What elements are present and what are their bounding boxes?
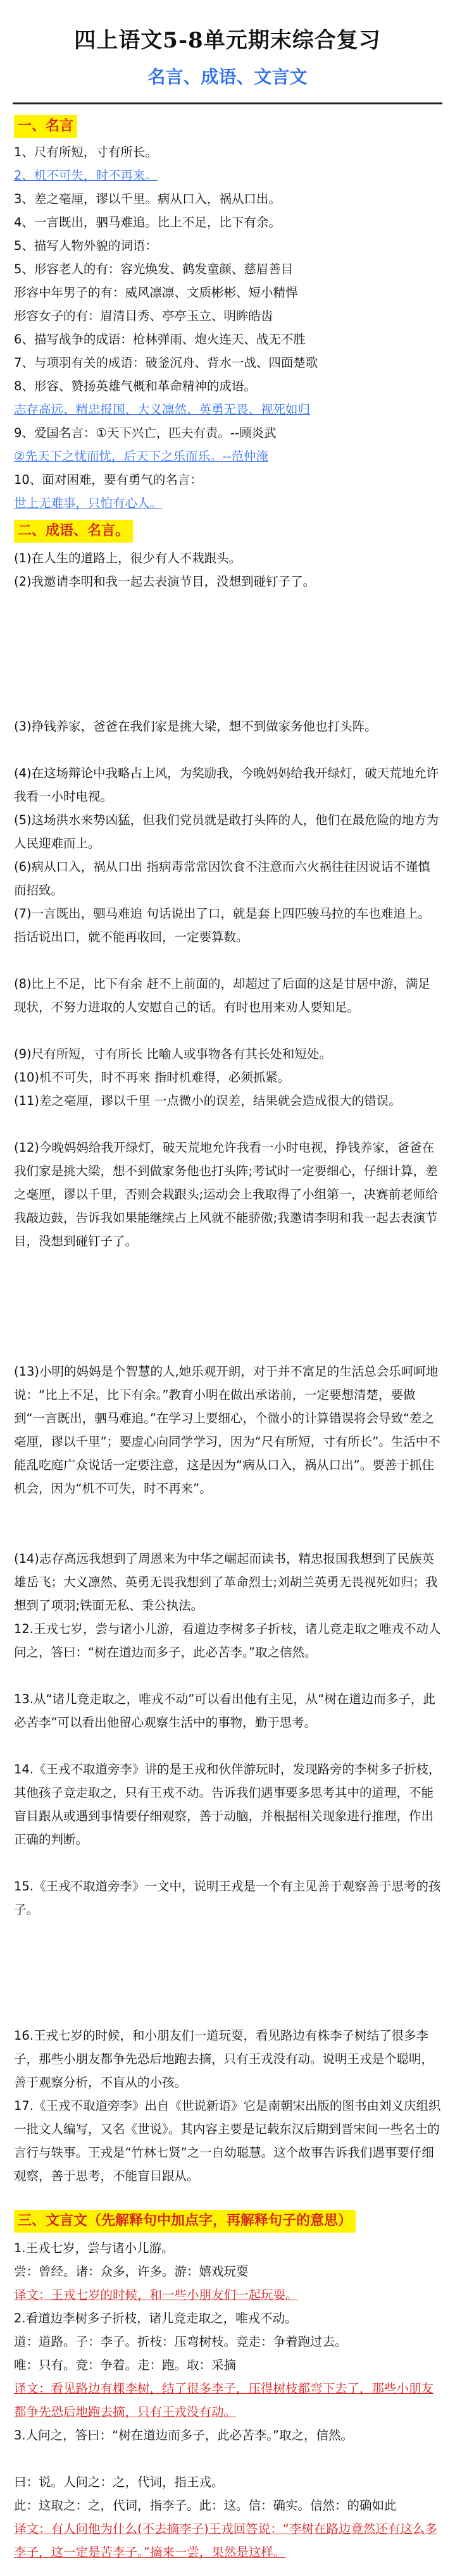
idiom-line: (11)差之毫厘，谬以千里 一点微小的误差，结果就会造成很大的错误。	[14, 1094, 401, 1108]
document-title: 四上语文5-8单元期末综合复习	[74, 28, 381, 53]
idiom-line: (13)小明的妈妈是个智慧的人,她乐观开朗，对于并不富足的生活总会乐呵呵地说：“比上不足，比下有余。”教育小明在做出承诺前，一定要想清楚，要做到“一言既出，驷马难追。”在学习上要细心，个微小的计算错误将会导致“差之毫厘，谬以千里”；要虚心向同学学习，因为“尺有所短，寸有所长”。生活中不能乱吃庭广众说话一定要注意，这是因为“病从口入，祸从口出”。要善于抓住机会，因为“机不可失，时不再来”。	[14, 1364, 440, 1496]
title-divider	[13, 102, 442, 104]
quote-line: 9、爱国名言：①天下兴亡，匹夫有责。--顾炎武	[14, 426, 277, 440]
classical-translation: 译文：看见路边有棵李树，结了很多李子，压得树枝都弯下去了，那些小朋友都争先恐后地跑去摘，只有王戎没有动。	[14, 2381, 434, 2419]
classical-line: 3.人问之，答曰：“树在道边而多子，此必苦李。”取之，信然。	[14, 2428, 354, 2443]
idiom-line: (3)挣钱养家，爸爸在我们家是挑大梁，想不到做家务他也打头阵。	[14, 719, 377, 734]
classical-translation: 译文：王戎七岁的时候，和一些小朋友们一起玩耍。	[14, 2288, 298, 2302]
classical-line: 1.王戎七岁，尝与诸小儿游。	[14, 2241, 174, 2255]
quote-line: 4、一言既出，驷马难追。比上不足，比下有余。	[14, 215, 281, 230]
classical-line: 12.王戎七岁，尝与诸小儿游，看道边李树多子折枝，诸儿竞走取之唯戎不动人问之，答曰：“树在道边而多子，此必苦李。”取之信然。	[14, 1622, 441, 1660]
quote-line: 10、面对困难，要有勇气的名言：	[14, 472, 203, 487]
idiom-line: (6)病从口入，祸从口出 指病毒常常因饮食不注意而六火祸往往因说话不谨慎而招致。	[14, 860, 430, 897]
idiom-line: (5)这场洪水来势凶猛，但我们党员就是敢打头阵的人，他们在最危险的地方为人民迎难而上。	[14, 813, 439, 851]
classical-line: 尝：曾经。诸：众多，许多。游：嬉戏玩耍	[14, 2264, 249, 2279]
idiom-line: (10)机不可失，时不再来 指时机难得，必须抓紧。	[14, 1070, 290, 1085]
classical-line: 15.《王戎不取道旁李》一文中，说明王戎是一个有主见善于观察善于思考的孩子。	[14, 1879, 441, 1917]
quote-line: 1、尺有所短，寸有所长。	[14, 145, 158, 159]
classical-line: 17.《王戎不取道旁李》出自《世说新语》它是南朝宋出版的图书由刘义庆组织一批文人编写，又名《世说》。其内容主要是记载东汉后期到晋宋间一些名士的言行与轶事。王戎是“竹林七贤”之一自幼聪慧。这个故事告诉我们遇事要仔细观察，善于思考，不能盲目跟从。	[14, 2098, 441, 2183]
idiom-line: (8)比上不足，比下有余 赶不上前面的，却超过了后面的这是甘居中游，满足现状，不努力进取的人安慰自己的话。有时也用来劝人要知足。	[14, 977, 430, 1014]
section-heading-classical: 三、文言文（先解释句中加点字，再解释句子的意思）	[14, 2210, 356, 2233]
classical-line: 13.从“诸儿竞走取之，唯戎不动”可以看出他有主见，从“树在道边而多子，此必苦李”可以看出他留心观察生活中的事物，勤于思考。	[14, 1692, 435, 1730]
classical-line: 此：这取之：之，代词，指李子。此：这。信：确实。信然：的确如此	[14, 2498, 397, 2513]
quote-line: 7、与项羽有关的成语：破釜沉舟、背水一战、四面楚歌	[14, 355, 318, 370]
idiom-line: (14)志存高远我想到了周恩来为中华之崛起而读书，精忠报国我想到了民族英雄岳飞；大义凛然、英勇无畏我想到了革命烈士;刘胡兰英勇无畏视死如归；我想到了项羽;铁面无私、秉公执法。	[14, 1551, 438, 1613]
quote-line: 形容中年男子的有：威风凛凛、文质彬彬、短小精悍	[14, 285, 298, 300]
classical-line: 曰：说。人问之：之，代词，指王戎。	[14, 2475, 224, 2489]
document-subtitle: 名言、成语、文言文	[147, 66, 308, 87]
idiom-line: (4)在这场辩论中我略占上风，为奖励我，今晚妈妈给我开绿灯，破天荒地允许我看一小时电视。	[14, 766, 439, 804]
quote-line: 3、差之毫厘，谬以千里。病从口入，祸从口出。	[14, 192, 281, 206]
classical-line: 14.《王戎不取道旁李》讲的是王戎和伙伴游玩时，发现路旁的李树多子折枝，其他孩子竞走取之，只有王戎不动。告诉我们遇事要多思考其中的道理，不能盲目跟从或遇到事情要仔细观察，善于动脑，并根据相关现象进行推理，作出正确的判断。	[14, 1762, 441, 1847]
quote-line: 形容女子的有：眉清目秀、亭亭玉立、明眸皓齿	[14, 309, 273, 323]
idiom-line: (2)我邀请李明和我一起去表演节目，没想到碰钉子了。	[14, 574, 316, 589]
classical-translation: 译文：有人问他为什么(不去摘李子)王戎回答说：“李树在路边竟然还有这么多李子，这一定是苦李子。”摘来一尝，果然是这样。	[14, 2522, 437, 2560]
idiom-line: (9)尺有所短，寸有所长 比喻人或事物各有其长处和短处。	[14, 1047, 332, 1061]
classical-line: 16.王戎七岁的时候，和小朋友们一道玩耍，看见路边有株李子树结了很多李子，那些小朋友都争先恐后地跑去摘，只有王戎没有动。说明王戎是个聪明，善于观察分析，不盲从的小孩。	[14, 2028, 434, 2090]
idiom-line: (1)在人生的道路上，很少有人不栽跟头。	[14, 551, 242, 565]
quote-line: ②先天下之忧而忧，后天下之乐而乐。--范仲淹	[14, 449, 269, 464]
quote-line: 志存高远、精忠报国、大义凛然、英勇无畏、视死如归	[14, 402, 311, 417]
section-heading-idioms: 二、成语、名言。	[14, 520, 133, 543]
idiom-line: (7)一言既出，驷马难追 句话说出了口，就是套上四匹骏马拉的车也难追上。指话说出口，就不能再收回，一定要算数。	[14, 906, 430, 944]
quote-line: 5、描写人物外貌的词语：	[14, 238, 158, 253]
classical-line: 唯：只有。竞：争着。走：跑。取：采摘	[14, 2358, 237, 2372]
quote-line: 6、描写战争的成语：枪林弹雨、炮火连天、战无不胜	[14, 332, 306, 347]
quote-line: 5、形容老人的有：容光焕发、鹤发童颜、慈眉善目	[14, 262, 294, 276]
quote-line: 世上无难事，只怕有心人。	[14, 496, 163, 510]
idiom-line: (12)今晚妈妈给我开绿灯，破天荒地允许我看一小时电视，挣钱养家，爸爸在我们家是挑大梁，想不到做家务他也打头阵;考试时一定要细心，仔细计算，差之毫厘，谬以千里，否则会栽跟头;运动会上我取得了小组第一，决赛前老师给我敲边鼓，告诉我如果能继续占上风就不能骄傲;我邀请李明和我一起去表演节目，没想到碰钉子了。	[14, 1140, 438, 1248]
section-heading-quotes: 一、名言	[14, 115, 77, 138]
classical-line: 道：道路。子：李子。折枝：压弯树枝。竞走：争着跑过去。	[14, 2334, 347, 2349]
quote-line: 2、机不可失，时不再来。	[14, 168, 158, 183]
classical-line: 2.看道边李树多子折枝，诸儿竞走取之，唯戎不动。	[14, 2311, 297, 2326]
quote-line: 8、形容、赞扬英雄气概和革命精神的成语。	[14, 379, 256, 393]
